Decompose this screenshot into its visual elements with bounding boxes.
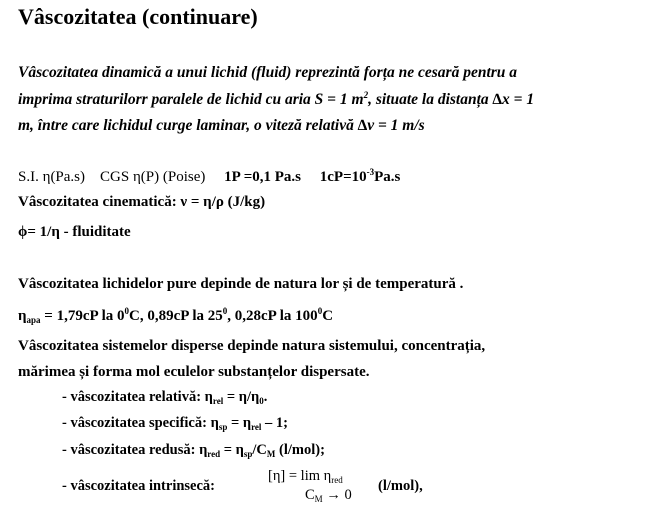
relative-label: - vâscozitatea relativă: bbox=[62, 389, 205, 405]
definition-line-1: Vâscozitatea dinamică a unui lichid (fluid) reprezintă forța ne cesară pentru a bbox=[18, 64, 518, 81]
cp-eq-a: 1cP=10 bbox=[319, 169, 367, 185]
water-line bbox=[18, 306, 333, 325]
intrinsic-top: [η] = lim η bbox=[268, 468, 332, 484]
water-deg3: 0 bbox=[317, 306, 323, 316]
cgs-label: CGS bbox=[100, 169, 130, 185]
definition-line-2: imprima straturilorr paralele de lichid cu aria S = 1 $m^2$, situate la distanța ∆x = 1 bbox=[18, 90, 535, 108]
poise-eq: 1P =0,1 Pa.s bbox=[224, 169, 302, 185]
intrinsic-top-sub: red bbox=[331, 475, 343, 485]
disperse-line-1: Vâscozitatea sistemelor disperse depinde natura sistemului, concentrația, bbox=[18, 338, 486, 354]
reduced-eta: η bbox=[199, 442, 208, 458]
relative-end: . bbox=[263, 389, 268, 405]
cp-eq-exp: -3 bbox=[366, 167, 375, 177]
water-deg1: 0 bbox=[124, 306, 130, 316]
units-line bbox=[18, 167, 400, 186]
cp-eq-b: Pa.s bbox=[374, 169, 401, 185]
specific-rest: = η bbox=[227, 415, 252, 431]
water-text: = 1,79cP la 0 bbox=[40, 308, 125, 324]
reduced-rest: = η bbox=[220, 442, 244, 458]
reduced-sub: red bbox=[207, 449, 221, 459]
relative-sub: rel bbox=[212, 396, 224, 406]
reduced-tail: (l/mol); bbox=[275, 442, 325, 458]
reduced-label: - vâscozitatea redusă: bbox=[62, 442, 200, 458]
cgs-unit: η(P) (Poise) bbox=[132, 169, 206, 185]
relative-sub2: 0 bbox=[259, 396, 264, 406]
reduced-sub2: sp bbox=[243, 449, 253, 459]
intrinsic-viscosity-label: - vâscozitatea intrinsecă: bbox=[62, 478, 216, 494]
cp-eq bbox=[320, 169, 401, 185]
title-text: Vâscozitatea (continuare) bbox=[18, 4, 258, 29]
reduced-end: /C bbox=[252, 442, 267, 458]
specific-eta: η bbox=[210, 415, 219, 431]
relative-eta: η bbox=[204, 389, 213, 405]
water-deg2: 0 bbox=[222, 306, 228, 316]
intrinsic-limit-bottom bbox=[305, 487, 352, 504]
definition-line-3: m, între care lichidul curge laminar, o viteză relativă ∆v = 1 m/s bbox=[18, 117, 425, 134]
specific-sub: sp bbox=[218, 422, 228, 432]
definition-line-2a: imprima straturilorr paralele de lichid cu aria S = 1 m bbox=[18, 91, 364, 108]
si-unit: η(Pa.s) bbox=[42, 169, 86, 185]
water-eta: η bbox=[18, 308, 27, 324]
page-title bbox=[18, 4, 258, 30]
si-label: S.I. bbox=[18, 169, 39, 185]
intrinsic-limit-top bbox=[268, 468, 343, 485]
specific-label: - vâscozitatea specifică: bbox=[62, 415, 211, 431]
intrinsic-bottom-sub: M bbox=[314, 494, 323, 504]
definition-line-2b: , situate la distanța ∆x = 1 bbox=[368, 91, 535, 108]
relative-viscosity bbox=[62, 389, 267, 406]
intrinsic-unit: (l/mol), bbox=[378, 478, 423, 494]
specific-viscosity bbox=[62, 415, 288, 432]
pure-liquids-line: Vâscozitatea lichidelor pure depinde de natura lor și de temperatură . bbox=[18, 276, 464, 292]
intrinsic-arrow: → 0 bbox=[326, 487, 352, 503]
relative-rest: = η/η bbox=[223, 389, 260, 405]
intrinsic-bottom: C bbox=[305, 487, 315, 503]
reduced-sub3: M bbox=[266, 449, 276, 459]
water-t3: C bbox=[322, 308, 334, 324]
specific-end: – 1; bbox=[261, 415, 288, 431]
disperse-line-2: mărimea și forma mol eculelor substanțelor dispersate. bbox=[18, 364, 370, 380]
kinematic-line: Vâscozitatea cinematică: ν = η/ρ (J/kg) bbox=[18, 194, 266, 210]
reduced-viscosity bbox=[62, 442, 325, 459]
water-t1: C, 0,89cP la 25 bbox=[129, 308, 223, 324]
fluidity-line: ϕ= 1/η - fluiditate bbox=[18, 224, 131, 240]
water-t2: , 0,28cP la 100 bbox=[227, 308, 318, 324]
water-sub: apa bbox=[26, 315, 41, 325]
specific-sub2: rel bbox=[251, 422, 262, 432]
